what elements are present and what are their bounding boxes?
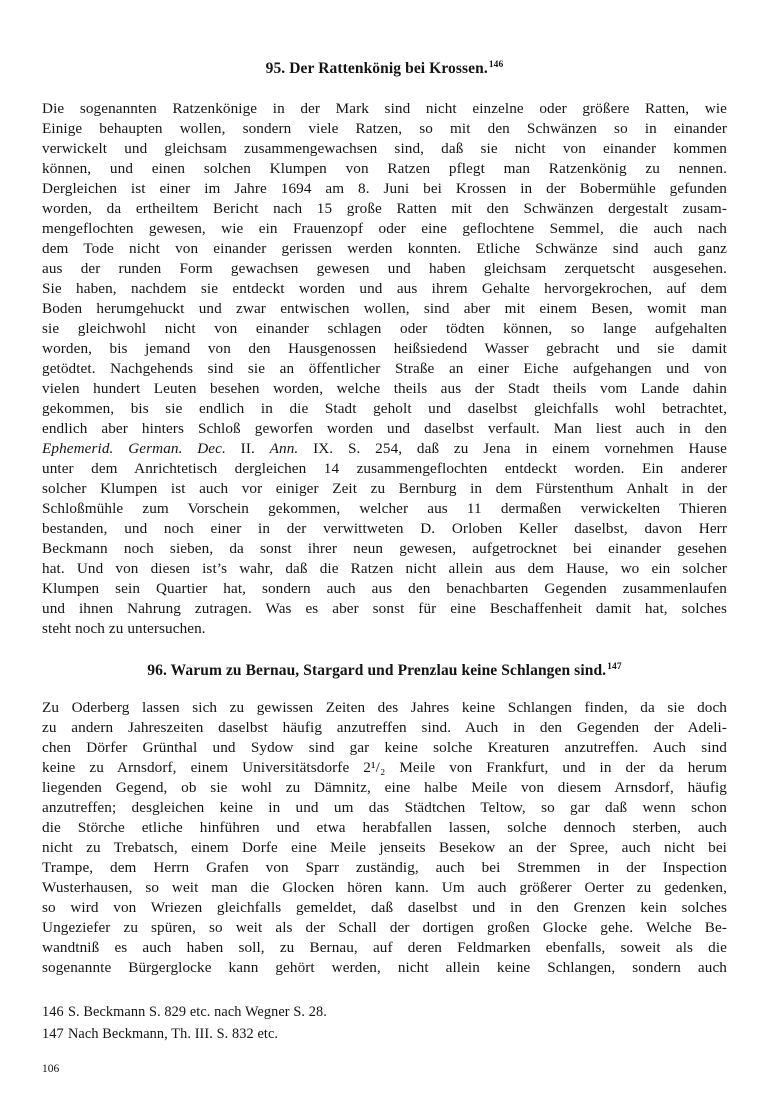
- page-content: [42, 0, 727, 1075]
- text-line: Klumpen sein Quartier hat, sondern auch aus den benachbarten Gegenden zusammenlaufen: [42, 580, 727, 597]
- text-line: Einige behaupten wollen, sondern viele Ratzen, so mit den Schwänzen so in einander: [42, 120, 727, 137]
- text-line: so wird von Wriezen gleichfalls gemeldet, daß daselbst und in den Grenzen kein solches: [42, 899, 727, 916]
- section-heading: [42, 659, 727, 679]
- section-rattenkoenig: [42, 57, 727, 639]
- footnote-ref-marker: 147: [607, 662, 622, 672]
- text-line: Zu Oderberg lassen sich zu gewissen Zeiten des Jahres keine Schlangen finden, da sie doch: [42, 699, 727, 716]
- text-line: hat. Und von diesen ist’s wahr, daß die Ratzen nicht allein aus dem Hause, wo ein solcher: [42, 560, 727, 577]
- footnotes: [42, 1001, 727, 1045]
- text-line: worden, bis jemand von den Hausgenossen heißsiedend Wasser gebracht und sie damit: [42, 340, 727, 357]
- text-line: unter dem Anrichtetisch dergleichen 14 zusammengeflochten entdeckt worden. Ein anderer: [42, 460, 727, 477]
- footnote-ref-marker: 146: [488, 60, 504, 70]
- text-line: sie gleichwohl nicht von einander schlagen oder tödten können, so lange aufgehalten: [42, 320, 727, 337]
- footnote: [42, 1001, 727, 1023]
- text-line: Sie haben, nachdem sie entdeckt worden und aus ihrem Gehalte hervorgekrochen, auf dem: [42, 280, 727, 297]
- text-line: und ihnen Nahrung zutragen. Was es aber sonst für eine Beschaffenheit damit hat, solches: [42, 600, 727, 617]
- footnote-number: 147: [42, 1026, 64, 1042]
- text-line: steht noch zu untersuchen.: [42, 620, 206, 637]
- text-line: dem Tode nicht von einander gerissen werden konnten. Etliche Schwänze sind auch ganz: [42, 240, 727, 257]
- text-line: aus der runden Form gewachsen gewesen und haben gleichsam zerquetscht ausgesehen.: [42, 260, 727, 277]
- text-line: vielen hundert Leuten besehen worden, welche theils aus der Stadt theils vom Lande dahin: [42, 380, 727, 397]
- text-line: worden, da ertheiltem Bericht nach 15 große Ratten mit den Schwänzen dergestalt zusam-: [42, 200, 727, 217]
- text-line: Die sogenannten Ratzenkönige in der Mark sind nicht einzelne oder größere Ratten, wie: [42, 100, 727, 117]
- text-line: sogenannte Bürgerglocke kann gehört werden, nicht allein keine Schlangen, sondern auch: [42, 959, 727, 976]
- text-line: nicht zu Trebatsch, einem Dorfe eine Meile jenseits Besekow an der Spree, auch nicht bei: [42, 839, 727, 856]
- text-line: können, und einen solchen Klumpen von Ratzen pflegt man Ratzenkönig zu nennen.: [42, 160, 727, 177]
- footnote-text: Nach Beckmann, Th. III. S. 832 etc.: [68, 1026, 279, 1042]
- text-line: Ephemerid. German. Dec. II. Ann. IX. S. 254, daß zu Jena in einem vornehmen Hause: [42, 440, 727, 457]
- text-line: endlich aber hinters Schloß geworfen worden und daselbst verfault. Man liest auch in den: [42, 420, 727, 437]
- text-line: anzutreffen; desgleichen keine in und um das Städtchen Teltow, so gar daß wenn schon: [42, 799, 727, 816]
- footnote-number: 146: [42, 1004, 64, 1020]
- text-line: wandtniß es auch haben soll, zu Bernau, auf deren Feldmarken ebenfalls, soweit als die: [42, 939, 727, 956]
- text-line: Ungeziefer zu spüren, so weit als der Schall der dortigen großen Glocke gehe. Welche Be-: [42, 919, 727, 936]
- text-line: gekommen, bis sie endlich in die Stadt geholt und daselbst gleichfalls wohl betrachtet,: [42, 400, 727, 417]
- text-line: zu andern Jahreszeiten daselbst häufig anzutreffen sind. Auch in den Gegenden der Adeli-: [42, 719, 727, 736]
- text-line: Boden herumgehuckt und zwar entwischen wollen, sind aber mit einem Besen, womit man: [42, 300, 727, 317]
- text-line: die Störche etliche hinführen und etwa herabfallen lassen, solche dennoch sterben, auch: [42, 819, 727, 836]
- text-line: Schloßmühle zum Vorschein gekommen, welcher aus 11 dermaßen verwickelten Thieren: [42, 500, 727, 517]
- section-heading-text: 96. Warum zu Bernau, Stargard und Prenzlau keine Schlangen sind.: [147, 662, 607, 679]
- text-line: solcher Klumpen ist auch vor einiger Zeit zu Bernburg in dem Fürstenthum Anhalt in der: [42, 480, 727, 497]
- text-line: keine zu Arnsdorf, einem Universitätsdorfe 2¹/₂ Meile von Frankfurt, und in der da herum: [42, 759, 727, 776]
- text-line: liegenden Gegend, ob sie wohl zu Dämnitz, eine halbe Meile von diesem Arnsdorf, häufig: [42, 779, 727, 796]
- text-line: Beckmann noch sieben, da sonst ihrer neun gewesen, aufgetrocknet bei einander gesehen: [42, 540, 727, 557]
- paragraph: [42, 99, 727, 639]
- text-line: getödtet. Nachgehends sind sie an öffentlicher Straße an einer Eiche aufgehangen und von: [42, 360, 727, 377]
- text-line: verwickelt und gleichsam zusammengewachsen sind, daß sie nicht von einander kommen: [42, 140, 727, 157]
- text-line: chen Dörfer Grünthal und Sydow sind gar keine solche Kreaturen anzutreffen. Auch sind: [42, 739, 727, 756]
- section-schlangen: [42, 659, 727, 978]
- text-line: Wusterhausen, so weit man die Glocken hören kann. Um auch größerer Oerter zu gedenken,: [42, 879, 727, 896]
- text-line: mengeflochten gewesen, wie ein Frauenzopf oder eine geflochtene Semmel, die auch nach: [42, 220, 727, 237]
- page-number: 106: [42, 1063, 60, 1075]
- footnote: [42, 1023, 727, 1045]
- footnote-text: S. Beckmann S. 829 etc. nach Wegner S. 28.: [68, 1004, 327, 1020]
- paragraph: [42, 698, 727, 978]
- text-line: Trampe, dem Herrn Grafen von Sparr zuständig, auch bei Stremmen in der Inspection: [42, 859, 727, 876]
- section-heading-text: 95. Der Rattenkönig bei Krossen.: [265, 60, 488, 77]
- text-line: Dergleichen ist einer im Jahre 1694 am 8. Juni bei Krossen in der Bobermühle gefunden: [42, 180, 727, 197]
- text-line: bestanden, und noch einer in der verwittweten D. Orloben Keller daselbst, davon Herr: [42, 520, 727, 537]
- section-heading: [42, 57, 727, 77]
